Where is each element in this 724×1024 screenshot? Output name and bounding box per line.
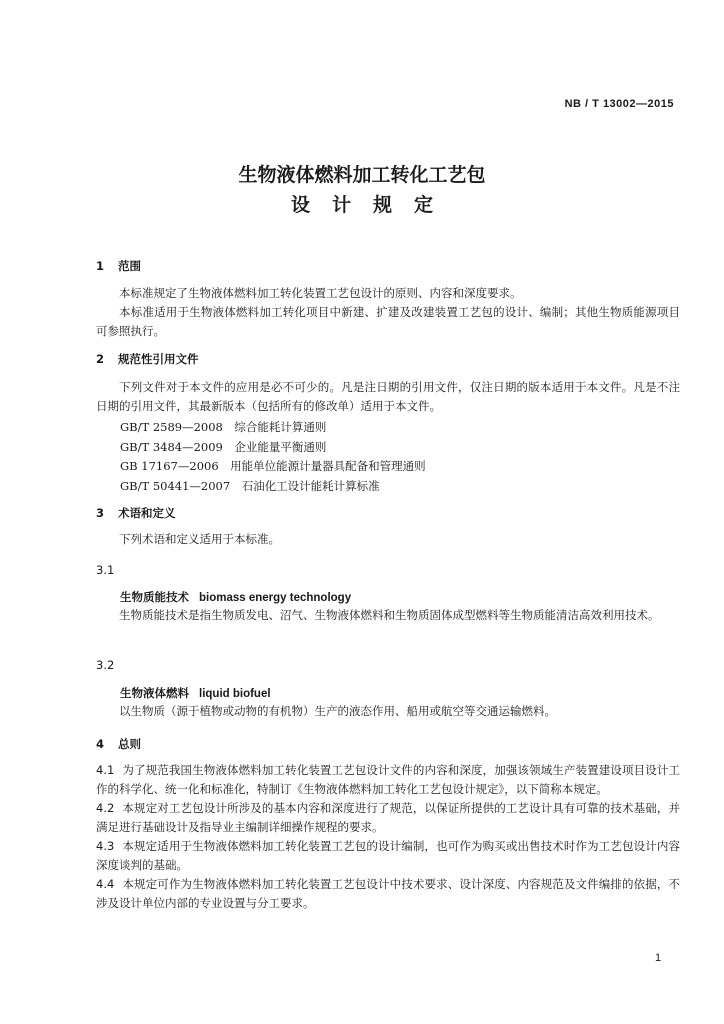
paragraph: 下列术语和定义适用于本标准。 [119,532,280,546]
clause-number: 4.1 [96,763,115,777]
section-1-body [96,284,680,341]
section-3-intro [96,530,680,549]
paragraph: 生物质能技术是指生物质发电、沼气、生物液体燃料和生物质固体成型燃料等生物质能清洁高效利用技术。 [119,608,660,622]
term-english: liquid biofuel [199,688,271,700]
section-2-heading [96,351,199,367]
section-number: 2 [96,352,105,366]
term-3-1-definition [96,606,680,625]
page-number: 1 [655,952,662,964]
paragraph: 下列文件对于本文件的应用是必不可少的。凡是注日期的引用文件，仅注日期的版本适用于本文件。凡是不注日期的引用文件，其最新版本（包括所有的修改单）适用于本文件。 [96,380,680,413]
document-title: 生物液体燃料加工转化工艺包 [238,164,486,186]
reference-item: GB 17167—2006 用能单位能源计量器具配备和管理通则 [120,459,426,473]
clause-text: 本规定对工艺包设计所涉及的基本内容和深度进行了规范，以保证所提供的工艺设计具有可靠的技术基础，并满足进行基础设计及指导业主编制详细操作规程的要求。 [96,801,680,834]
section-3-heading [96,505,176,521]
section-title: 范围 [118,259,141,273]
clause-4-4 [96,875,680,913]
section-1-heading [96,258,141,274]
term-3-2-definition [96,702,680,721]
section-4-heading [96,736,141,752]
section-2-body [96,378,680,416]
paragraph: 本标准适用于生物液体燃料加工转化项目中新建、扩建及改建装置工艺包的设计、编制；其他生物质能源项目可参照执行。 [96,305,680,338]
clause-text: 本规定可作为生物液体燃料加工转化装置工艺包设计中技术要求、设计深度、内容规范及文件编排的依据，不涉及设计单位内部的专业设置与分工要求。 [96,877,680,910]
reference-item: GB/T 50441—2007 石油化工设计能耗计算标准 [120,478,380,493]
clause-4-2 [96,799,680,837]
reference-item: GB/T 2589—2008 综合能耗计算通则 [120,420,327,434]
clause-4-1 [96,761,680,799]
normative-references-list [120,418,426,496]
term-3-1 [120,589,351,605]
clause-number: 4.4 [96,877,115,891]
term-chinese: 生物液体燃料 [120,686,189,700]
standard-code: NB / T 13002—2015 [564,98,674,110]
section-number: 1 [96,259,105,273]
term-3-2-number: 3.2 [96,658,115,672]
term-3-1-number: 3.1 [96,563,115,577]
clause-text: 为了规范我国生物液体燃料加工转化装置工艺包设计文件的内容和深度，加强该领域生产装置建设项目设计工作的科学化、统一化和标准化，特制订《生物液体燃料加工转化工艺包设计规定》，以下简称本规定。 [96,763,680,796]
section-4-body [96,761,680,913]
clause-number: 4.2 [96,801,115,815]
term-english: biomass energy technology [199,592,352,604]
reference-item: GB/T 3484—2009 企业能量平衡通则 [120,439,327,454]
paragraph: 以生物质（源于植物或动物的有机物）生产的液态作用、船用或航空等交通运输燃料。 [119,704,556,718]
section-title: 规范性引用文件 [118,352,199,366]
term-3-2 [120,685,271,701]
clause-text: 本规定适用于生物液体燃料加工转化装置工艺包的设计编制，也可作为购买或出售技术时作为工艺包设计内容深度谈判的基础。 [96,839,680,872]
section-number: 4 [96,737,105,751]
clause-4-3 [96,837,680,875]
paragraph: 本标准规定了生物液体燃料加工转化装置工艺包设计的原则、内容和深度要求。 [119,286,522,300]
section-number: 3 [96,506,105,520]
term-chinese: 生物质能技术 [120,590,189,604]
document-subtitle: 设计规定 [290,194,455,216]
section-title: 总则 [118,737,141,751]
clause-number: 4.3 [96,839,115,853]
section-title: 术语和定义 [118,506,176,520]
